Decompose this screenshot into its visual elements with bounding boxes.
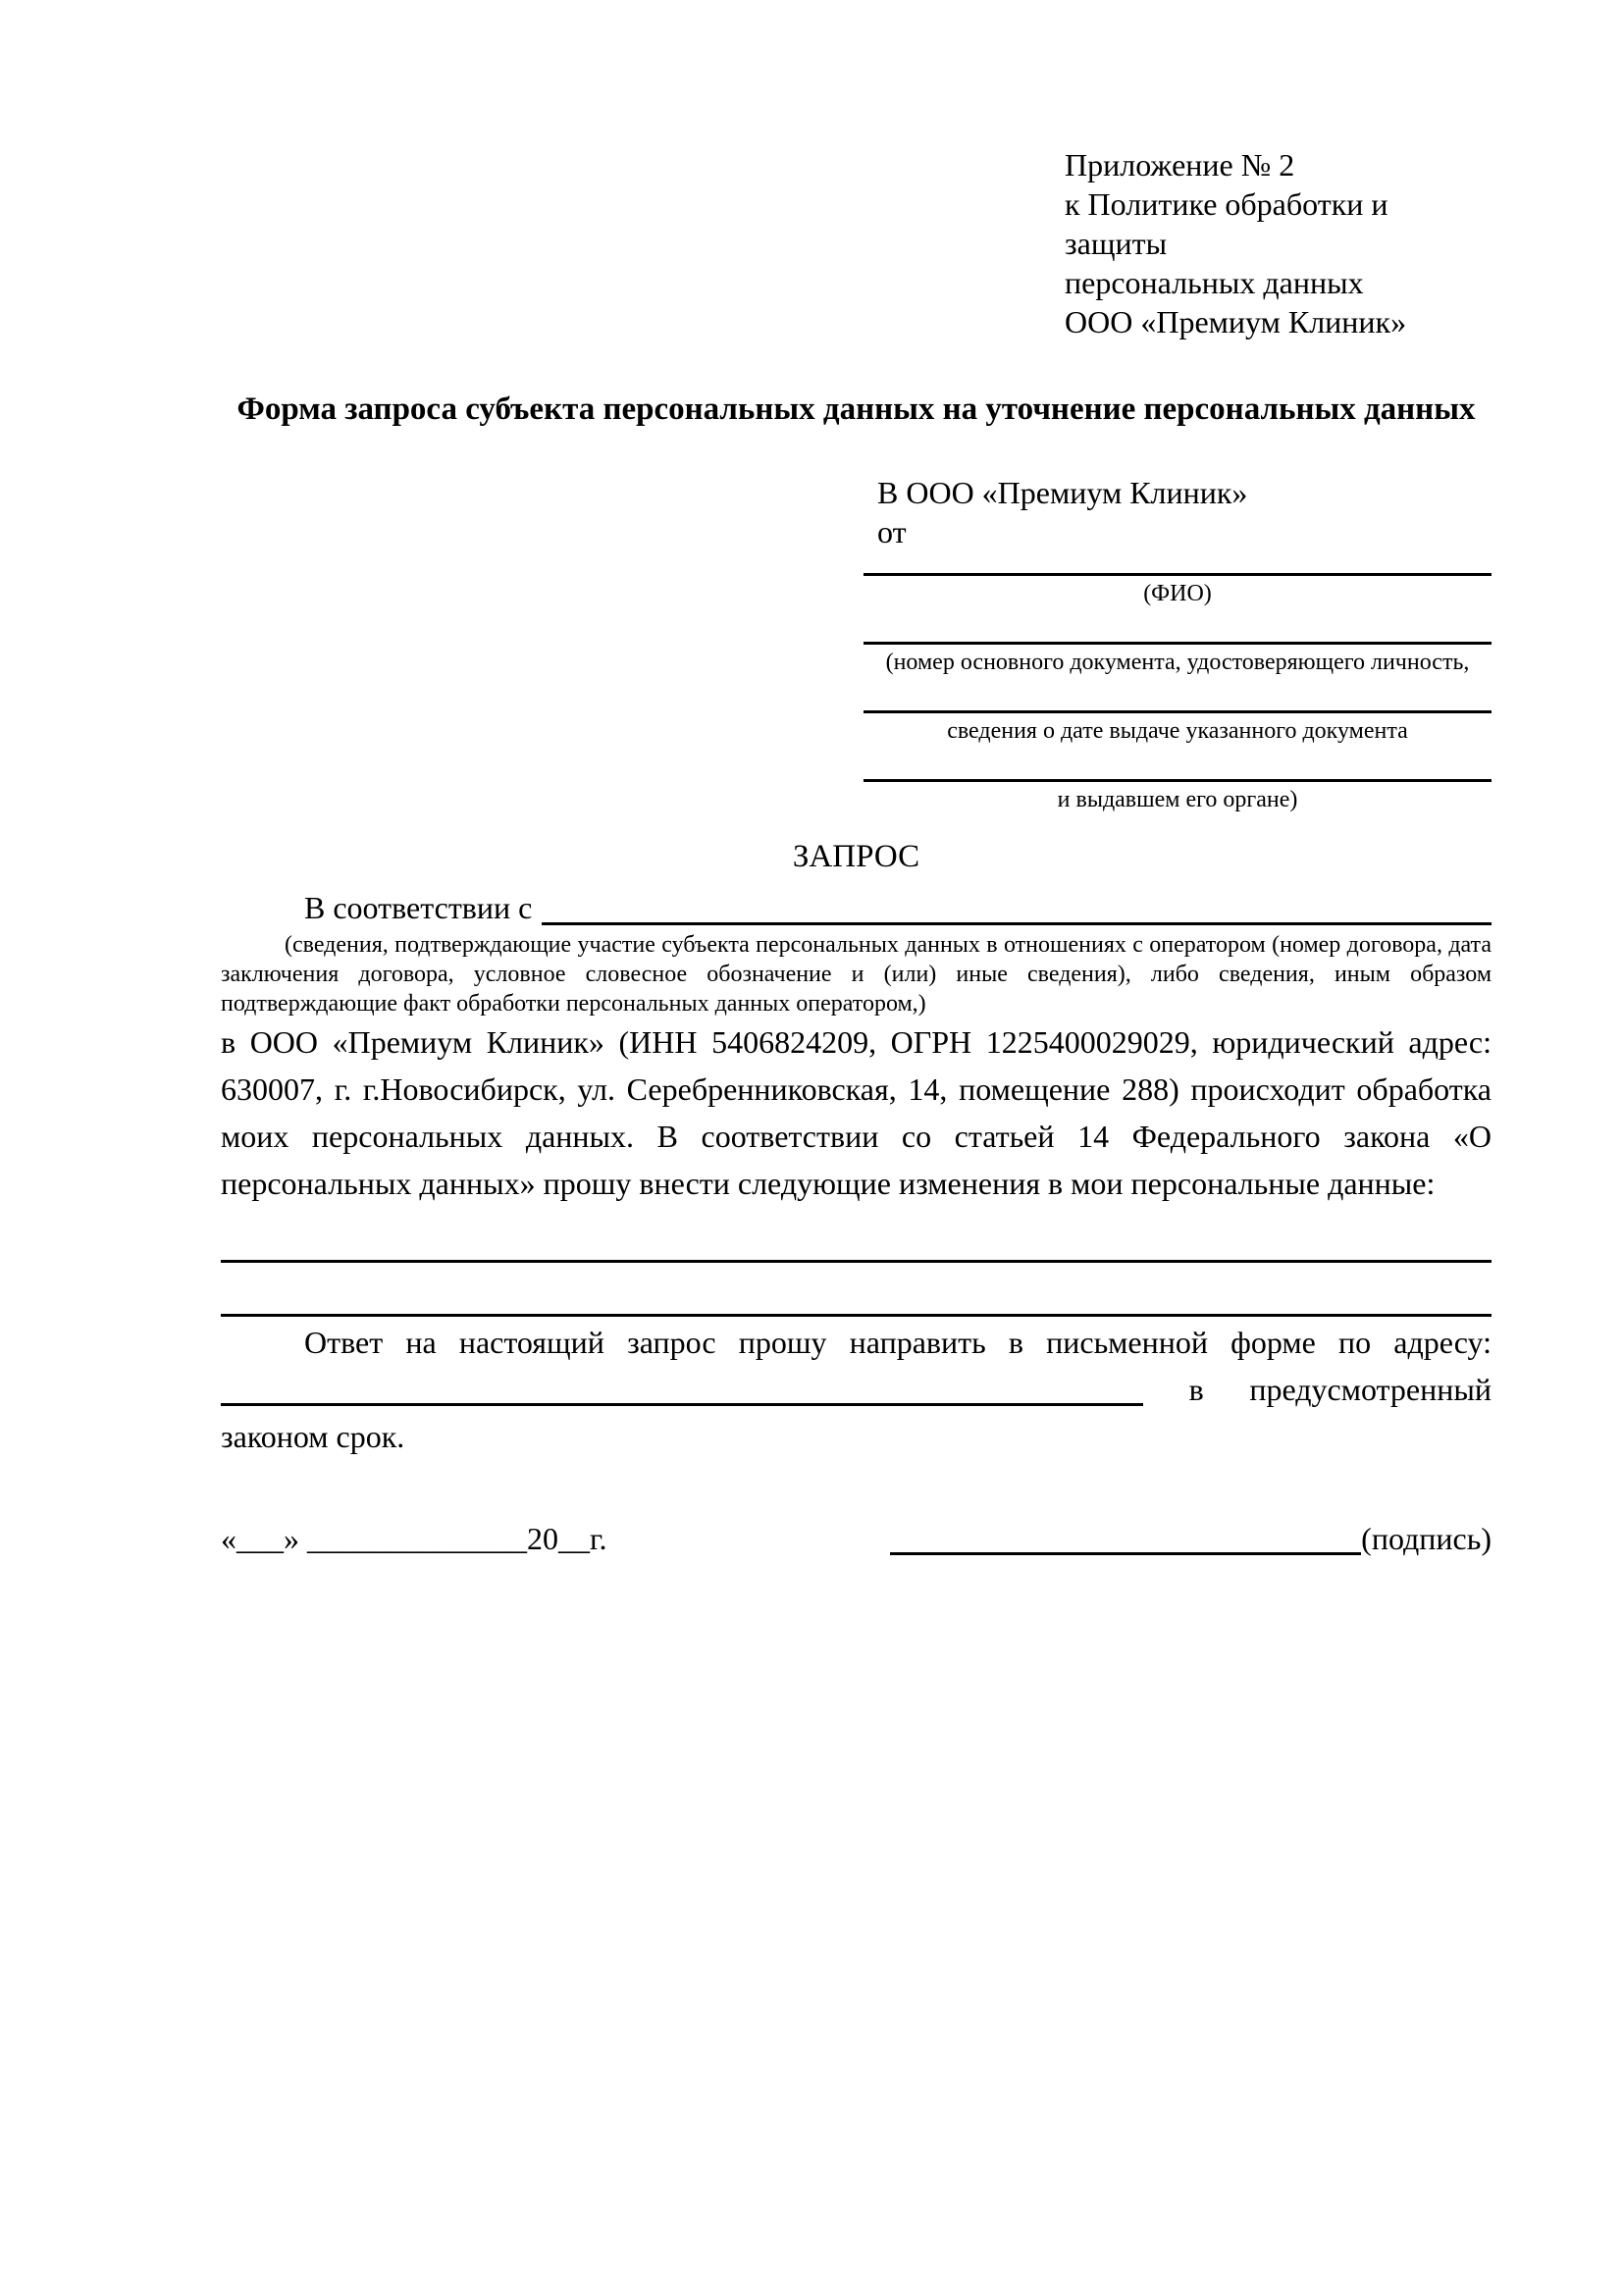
addressee-to: В ООО «Премиум Клиник»: [877, 475, 1248, 510]
answer-word-predusmotrenny: предусмотренный: [1249, 1372, 1492, 1407]
signature-caption: (подпись): [1361, 1521, 1492, 1556]
intro-blank-line: [542, 885, 1492, 925]
answer-line-1: Ответ на настоящий запрос прошу направить в письменной форме по адресу:: [304, 1325, 1492, 1360]
intro-prefix: В соответствии с: [304, 890, 533, 925]
doc-number-caption: (номер основного документа, удостоверяющего личность,: [885, 650, 1470, 675]
answer-address-row: [221, 1366, 1492, 1413]
answer-tail: законом срок.: [221, 1419, 405, 1454]
form-title: Форма запроса субъекта персональных данных на уточнение персональных данных: [236, 391, 1476, 427]
changes-blank-line-1: [221, 1236, 1492, 1263]
issue-date-caption: сведения о дате выдаче указанного документа: [947, 718, 1408, 744]
issuing-authority-caption: и выдавшем его органе): [1057, 787, 1298, 812]
appendix-line-3: персональных данных: [1065, 265, 1364, 300]
issue-date-blank-line: [864, 689, 1492, 713]
signature-group: [890, 1515, 1492, 1562]
addressee-block: [864, 473, 1492, 814]
addressee-from-label: от: [877, 514, 907, 549]
address-blank-line: [221, 1366, 1143, 1406]
answer-word-v: в: [1188, 1372, 1204, 1407]
request-heading: ЗАПРОС: [792, 839, 920, 874]
date-blank: «___» ______________20__г.: [221, 1521, 607, 1556]
issuing-authority-blank-line: [864, 757, 1492, 782]
signature-blank-line: [890, 1515, 1361, 1555]
doc-number-field: [864, 620, 1492, 677]
request-body: в ООО «Премиум Клиник» (ИНН 5406824209, ОГРН 1225400029029, юридический адрес: 630007, г. г.Новосибирск, ул. Серебренниковская, 14, помещение 288) происходит обработка моих персональных данных. В соответствии со статьей 14 Федерального закона «О персональных данных» прошу внести следующие изменения в мои персональные данные:: [221, 1024, 1492, 1201]
changes-blank-line-2: [221, 1263, 1492, 1317]
appendix-line-2: к Политике обработки и защиты: [1065, 186, 1388, 261]
doc-number-blank-line: [864, 620, 1492, 645]
intro-row: [221, 885, 1492, 930]
appendix-line-1: Приложение № 2: [1065, 147, 1295, 183]
issue-date-field: [864, 689, 1492, 746]
fio-field: [864, 551, 1492, 608]
intro-caption: (сведения, подтверждающие участие субъекта персональных данных в отношениях с оператором (номер договора, дата заключения договора, условное словесное обозначение и (или) иные сведения), либо сведения, иным образом подтверждающие факт обработки персональных данных оператором,): [221, 932, 1492, 1017]
fio-caption: (ФИО): [1143, 581, 1212, 606]
fio-blank-line: [864, 551, 1492, 576]
appendix-line-4: ООО «Премиум Клиник»: [1065, 304, 1407, 339]
issuing-authority-field: [864, 757, 1492, 814]
footer-row: [221, 1515, 1492, 1562]
appendix-block: [1065, 145, 1492, 341]
